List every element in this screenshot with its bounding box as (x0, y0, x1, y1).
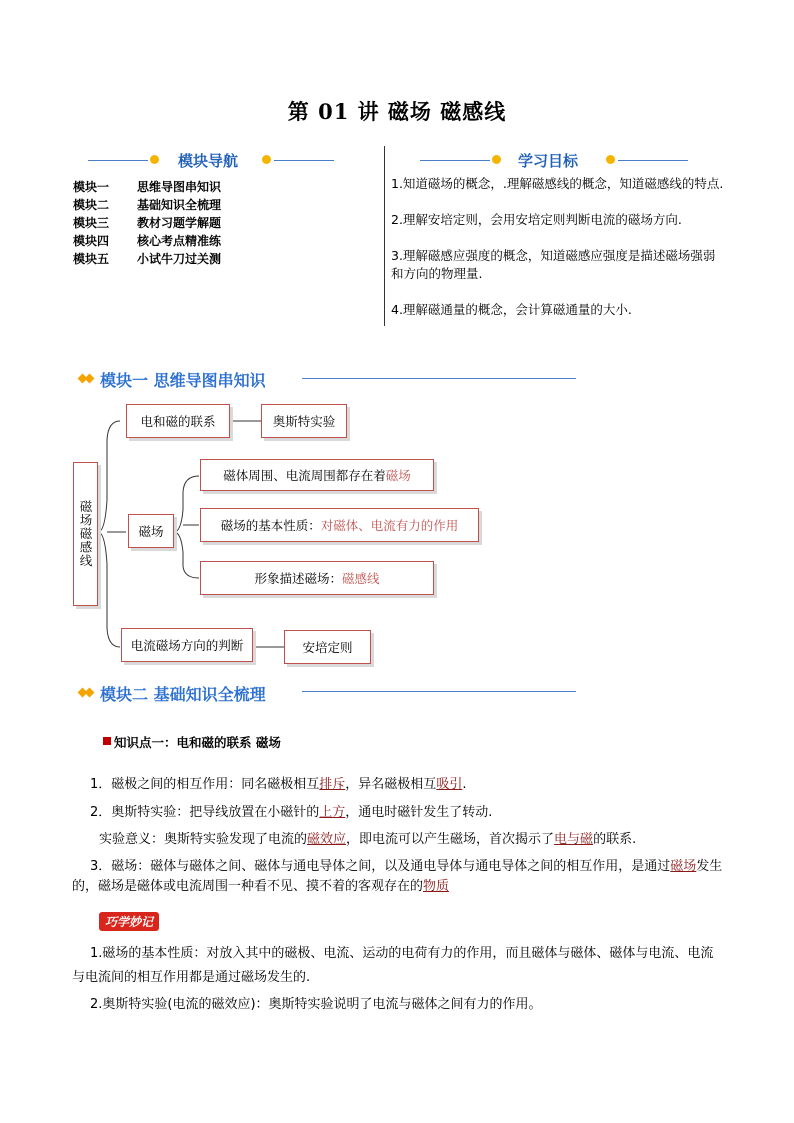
goal-item: 3.理解磁感应强度的概念，知道磁感应强度是描述磁场强弱和方向的物理量. (391, 248, 716, 281)
nav-header: 模块导航 (178, 152, 239, 170)
tip-badge: 巧学妙记 (99, 912, 159, 931)
goal-item: 1.知道磁场的概念，.理解磁感线的概念，知道磁感线的特点. (391, 176, 724, 191)
mindmap-field-node: 磁场 (128, 514, 174, 548)
module2-header-line (302, 691, 576, 692)
paragraph-field: 3．磁场：磁体与磁体之间、磁体与通电导体之间，以及通电导体与通电导体之间的相互作用，是通过磁场发生的，磁场是磁体或电流周围一种看不见、摸不着的客观存在的物质 (72, 859, 723, 894)
nav-item[interactable]: 模块一 思维导图串知识 (73, 180, 222, 194)
mindmap-field-property-node: 磁场的基本性质： 对磁体、电流有力的作用 (200, 508, 479, 542)
nav-item[interactable]: 模块二 基础知识全梳理 (73, 198, 222, 212)
mindmap-judge-node: 电流磁场方向的判断 (121, 628, 253, 662)
mindmap-field-exists-node: 磁体周围、电流周围都存在着 磁场 (200, 459, 434, 491)
tip-paragraph-oersted: 2.奥斯特实验(电流的磁效应)：奥斯特实验说明了电流与磁体之间有力的作用。 (90, 997, 542, 1012)
brace-lower (98, 532, 120, 647)
brace-upper (98, 421, 120, 532)
module2-header: 模块二 基础知识全梳理 (100, 685, 266, 704)
module1-header: 模块一 思维导图串知识 (100, 371, 266, 390)
paragraph-oersted: 2．奥斯特实验：把导线放置在小磁针的上方，通电时磁针发生了转动. (90, 805, 493, 820)
nav-item[interactable]: 模块三 教材习题学解题 (73, 216, 222, 230)
kp1-title: 知识点一：电和磁的联系 磁场 (114, 735, 281, 750)
field-brace-upper (174, 476, 199, 532)
mindmap-link-node: 电和磁的联系 (126, 404, 230, 438)
mindmap-oersted-node: 奥斯特实验 (261, 404, 347, 438)
tip-paragraph-property: 1.磁场的基本性质：对放入其中的磁极、电流、运动的电荷有力的作用，而且磁体与磁体、磁体与电流、电流与电流间的相互作用都是通过磁场发生的. (72, 946, 714, 985)
mindmap-root: 磁场磁感线 (73, 462, 98, 606)
paragraph-significance: 实验意义：奥斯特实验发现了电流的磁效应，即电流可以产生磁场，首次揭示了电与磁的联系. (99, 832, 637, 847)
mindmap-field-lines-node: 形象描述磁场： 磁感线 (200, 561, 434, 595)
paragraph-magnetic-poles: 1．磁极之间的相互作用：同名磁极相互排斥，异名磁极相互吸引. (90, 777, 467, 792)
goal-item: 2.理解安培定则，会用安培定则判断电流的磁场方向. (391, 212, 682, 227)
field-brace-lower (174, 532, 199, 578)
page-title: 第 01 讲 磁场 磁感线 (287, 99, 507, 124)
mindmap-ampere-node: 安培定则 (284, 630, 371, 664)
nav-item[interactable]: 模块四 核心考点精准练 (73, 234, 222, 248)
kp-bullet-icon (103, 737, 111, 745)
nav-item[interactable]: 模块五 小试牛刀过关测 (73, 252, 222, 266)
goals-header: 学习目标 (518, 152, 579, 170)
goal-item: 4.理解磁通量的概念，会计算磁通量的大小. (391, 302, 632, 317)
